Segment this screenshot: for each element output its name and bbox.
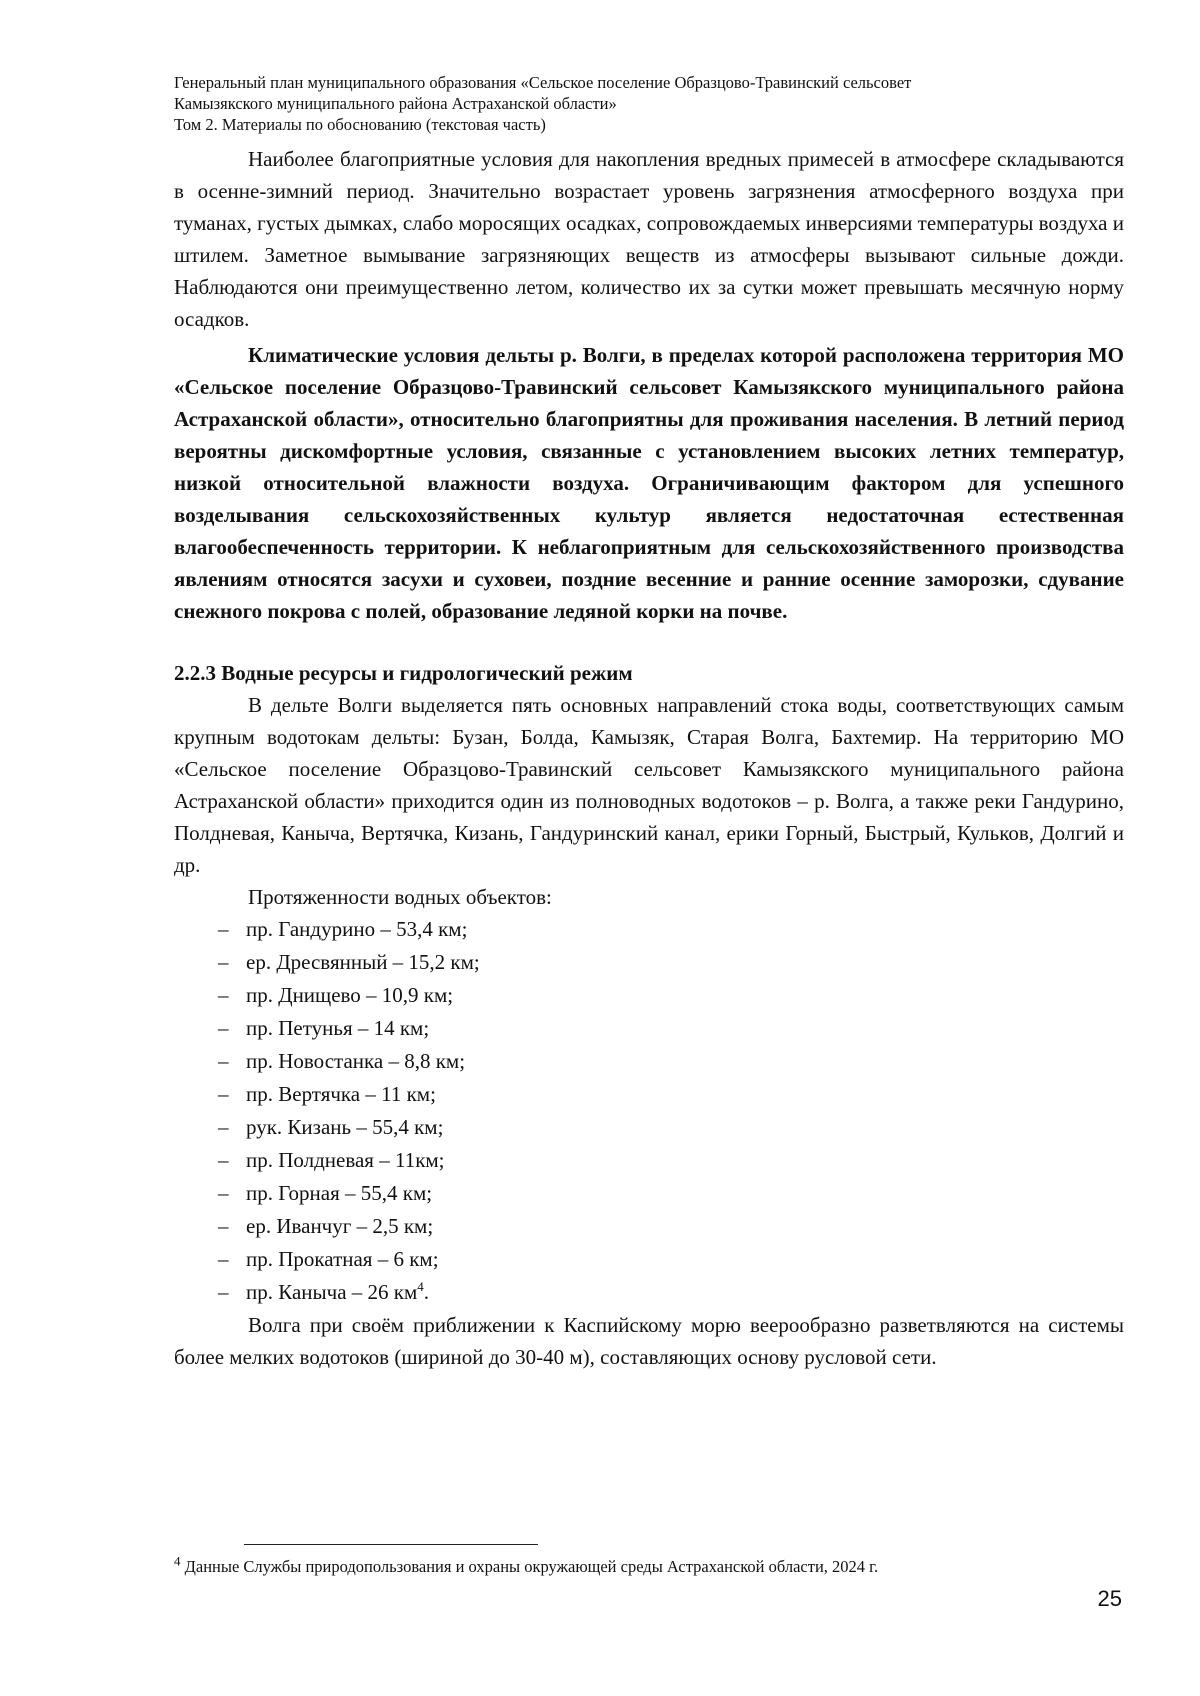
footnote <box>174 1553 1124 1578</box>
list-item: – рук. Кизань – 55,4 км; <box>174 1111 1124 1144</box>
paragraph-climate-conditions: Климатические условия дельты р. Волги, в пределах которой расположена территория МО «Сельское поселение Образцово-Травинский сельсовет Камызякского муниципального района Астраханской области», относительно благоприятны для проживания населения. В летний период вероятны дискомфортные условия, связанные с установлением высоких летних температур, низкой относительной влажности воздуха. Ограничивающим фактором для успешного возделывания сельскохозяйственных культур является недостаточная естественная влагообеспеченность территории. К неблагоприятным для сельскохозяйственного производства явлениям относятся засухи и суховеи, поздние весенние и ранние осенние заморозки, сдувание снежного покрова с полей, образование ледяной корки на почве. <box>174 343 1124 623</box>
list-dash: – <box>218 1148 229 1172</box>
header-line-3: Том 2. Материалы по обоснованию (текстовая часть) <box>174 115 546 134</box>
list-item: – пр. Полдневая – 11км; <box>174 1144 1124 1177</box>
paragraph-list-intro: Протяженности водных объектов: <box>248 885 552 909</box>
list-dash: – <box>218 1082 229 1106</box>
list-item: – пр. Горная – 55,4 км; <box>174 1177 1124 1210</box>
list-item: – ер. Иванчуг – 2,5 км; <box>174 1210 1124 1243</box>
list-dash: – <box>218 1247 229 1271</box>
list-dash: – <box>218 1016 229 1040</box>
list-dash: – <box>218 983 229 1007</box>
page-number: 25 <box>1097 1586 1122 1611</box>
section-heading: 2.2.3 Водные ресурсы и гидрологический режим <box>174 661 633 685</box>
list-item: – пр. Петунья – 14 км; <box>174 1012 1124 1045</box>
list-dash: – <box>218 950 229 974</box>
list-item: – пр. Днищево – 10,9 км; <box>174 979 1124 1012</box>
list-item: – пр. Каныча – 26 $км^4$. <box>174 1276 1124 1309</box>
water-bodies-list <box>174 913 1124 1309</box>
footnote-mark: 4 <box>174 1553 181 1569</box>
list-dash: – <box>218 1115 229 1139</box>
footnote-separator <box>244 1544 538 1545</box>
list-dash: – <box>218 1049 229 1073</box>
footnote-text: Данные Службы природопользования и охраны окружающей среды Астраханской области, 2024 г. <box>180 1557 879 1576</box>
paragraph-volga-branches: Волга при своём приближении к Каспийскому морю веерообразно разветвляются на системы более мелких водотоков (шириной до 30-40 м), составляющих основу русловой сети. <box>174 1313 1124 1369</box>
header-line-1: Генеральный план муниципального образования «Сельское поселение Образцово-Травинский сельсовет <box>174 73 912 92</box>
list-item: – пр. Новостанка – 8,8 км; <box>174 1045 1124 1078</box>
paragraph-pollution-conditions: Наиболее благоприятные условия для накопления вредных примесей в атмосфере складываются в осенне-зимний период. Значительно возрастает уровень загрязнения атмосферного воздуха при туманах, густых дымках, слабо моросящих осадках, сопровождаемых инверсиями температуры воздуха и штилем. Заметное вымывание загрязняющих веществ из атмосферы вызывают сильные дожди. Наблюдаются они преимущественно летом, количество их за сутки может превышать месячную норму осадков. <box>174 147 1124 331</box>
header-line-2: Камызякского муниципального района Астраханской области» <box>174 94 617 113</box>
list-dash: – <box>218 917 229 941</box>
page-body <box>174 143 1124 1373</box>
list-item: – пр. Гандурино – 53,4 км; <box>174 913 1124 946</box>
list-dash: – <box>218 1181 229 1205</box>
list-item: – ер. Дресвянный – 15,2 км; <box>174 946 1124 979</box>
running-header <box>174 72 1124 135</box>
list-item: – пр. Прокатная – 6 км; <box>174 1243 1124 1276</box>
list-item: – пр. Вертячка – 11 км; <box>174 1078 1124 1111</box>
paragraph-volga-delta: В дельте Волги выделяется пять основных направлений стока воды, соответствующих самым крупным водотокам дельты: Бузан, Болда, Камызяк, Старая Волга, Бахтемир. На территорию МО «Сельское поселение Образцово-Травинский сельсовет Камызякского муниципального района Астраханской области» приходится один из полноводных водотоков – р. Волга, а также реки Гандурино, Полдневая, Каныча, Вертячка, Кизань, Гандуринский канал, ерики Горный, Быстрый, Кульков, Долгий и др. <box>174 693 1124 877</box>
list-dash: – <box>218 1280 229 1304</box>
list-dash: – <box>218 1214 229 1238</box>
footnote-reference[interactable]: 4 <box>417 1279 424 1294</box>
